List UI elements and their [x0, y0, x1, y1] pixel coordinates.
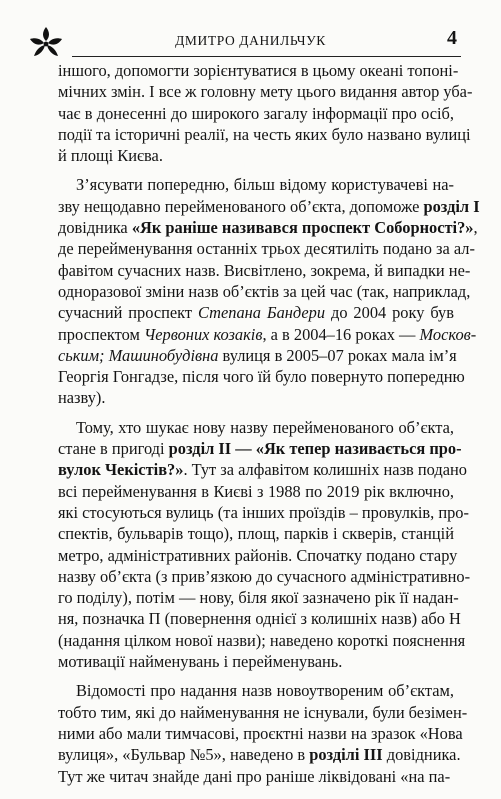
text-run: мічних змін. І все ж головну мету цього видання автор уба-	[58, 82, 473, 102]
bold-text: розділ ІІ — «Як тепер називається про-	[168, 439, 462, 459]
text-line	[58, 238, 475, 259]
text-run: всі перейменування в Києві з 1988 по 2019 рік включно,	[58, 481, 454, 501]
text-run: ними або мали тимчасові, проєктні назви на зразок «Нова	[58, 723, 463, 743]
text-line	[58, 417, 454, 438]
text-line	[58, 366, 465, 387]
text-run: тобто тим, які до найменування не існували, були безімен-	[58, 702, 468, 722]
text-line	[58, 387, 454, 408]
text-line	[58, 174, 454, 195]
text-line	[58, 145, 454, 166]
text-run: ,	[473, 218, 478, 238]
header-rule	[72, 56, 461, 57]
text-line	[58, 651, 454, 672]
text-run: спектів, бульварів тощо), площ, парків і скверів, станцій	[58, 524, 454, 544]
text-run: стане в пригоді	[58, 439, 169, 459]
text-run: , а в 2004–16 роках —	[262, 324, 420, 344]
text-line	[58, 196, 480, 217]
text-run: Відомості про надання назв новоутвореним об’єктам,	[76, 681, 454, 701]
body-text	[58, 60, 480, 787]
text-run: назву об’єкта (з прив’язкою до сучасного адміністративно-	[58, 566, 471, 586]
text-run: до 2004 року був	[325, 303, 454, 323]
text-run: Тут же читач знайде дані про раніше ліквідовані «на па-	[58, 766, 451, 786]
text-run: З’ясувати попередню, більш відому користувачеві на-	[76, 175, 454, 195]
text-line	[58, 523, 454, 544]
text-line	[58, 438, 462, 459]
page-number: 4	[447, 27, 457, 49]
text-run: мотивації найменувань і перейменувань.	[58, 652, 343, 672]
text-line	[58, 766, 454, 787]
text-line	[58, 566, 471, 587]
text-line	[58, 260, 471, 281]
text-run: вулиця», «Бульвар №5», наведено в	[58, 745, 310, 765]
text-line	[58, 723, 463, 744]
text-line	[58, 103, 454, 124]
text-run: чає в донесенні до широкого загалу інформації про осіб,	[58, 103, 454, 123]
text-run: одноразової зміни назв об’єктів за цей час (так, наприклад,	[58, 281, 471, 301]
text-run: сучасний проспект	[58, 303, 198, 323]
text-run: вулиця в 2005–07 роках мала ім’я	[218, 345, 457, 365]
text-line	[58, 502, 469, 523]
text-run: . Тут за алфавітом колишніх назв подано	[183, 460, 467, 480]
text-line	[58, 302, 454, 323]
italic-text: Червоних козаків	[143, 324, 263, 344]
text-line	[58, 324, 477, 345]
bold-text: розділ І	[423, 196, 480, 216]
bold-text: «Як раніше називався проспект Соборності?»	[131, 218, 474, 238]
text-line	[58, 81, 473, 102]
text-line	[58, 744, 461, 765]
text-line	[58, 124, 471, 145]
text-line	[58, 680, 454, 701]
text-line	[58, 608, 461, 629]
bold-text: розділі ІІІ	[309, 745, 383, 765]
text-run: назву).	[58, 388, 106, 408]
text-run: фавітом сучасних назв. Висвітлено, зокрема, й випадки не-	[58, 260, 471, 280]
text-run: зву нещодавно перейменованого об’єкта, допоможе	[58, 196, 424, 216]
italic-text: Степана Бандери	[198, 303, 326, 323]
text-run: Георгія Гонгадзе, після чого їй було повернуто попередню	[58, 367, 465, 387]
text-line	[58, 345, 457, 366]
text-run: довідника.	[382, 745, 461, 765]
page-header	[0, 0, 501, 62]
text-run: іншого, допомогти зорієнтуватися в цьому океані топоні-	[58, 61, 459, 80]
text-line	[58, 60, 459, 81]
text-run: Тому, хто шукає нову назву перейменованого об’єкта,	[76, 417, 454, 437]
text-run: ня, позначка П (повернення однієї з колишніх назв) або Н	[58, 609, 461, 629]
text-line	[58, 702, 468, 723]
text-run: події та історичні реалії, на честь яких було названо вулиці	[58, 124, 471, 144]
text-line	[58, 217, 478, 238]
paragraph	[58, 680, 468, 786]
text-run: й площі Києва.	[58, 146, 163, 166]
text-line	[58, 281, 471, 302]
bold-text: вулок Чекістів?»	[58, 460, 184, 480]
text-line	[58, 587, 459, 608]
paragraph	[58, 174, 480, 408]
text-run: проспектом	[58, 324, 144, 344]
paragraph	[58, 417, 471, 673]
paragraph	[58, 60, 473, 166]
text-line	[58, 630, 466, 651]
text-line	[58, 459, 467, 480]
italic-text: Москов-	[419, 324, 477, 344]
text-run: метро, адміністративних районів. Спочатку подано стару	[58, 545, 458, 565]
text-run: де перейменування останніх трьох десятиліть подано за ал-	[58, 239, 475, 259]
text-line	[58, 481, 454, 502]
text-run: го поділу), потім — нову, біля якої зазначено рік її надан-	[58, 588, 459, 608]
italic-text: ським; Машинобудівна	[58, 345, 219, 365]
running-head: ДМИТРО ДАНИЛЬЧУК	[175, 33, 326, 48]
text-run: які стосуються вулиць (та інших проїздів – провулків, про-	[58, 502, 469, 522]
text-run: довідника	[58, 218, 132, 238]
text-run: (надання цілком нової назви); наведено короткі пояснення	[58, 630, 466, 650]
text-line	[58, 545, 458, 566]
